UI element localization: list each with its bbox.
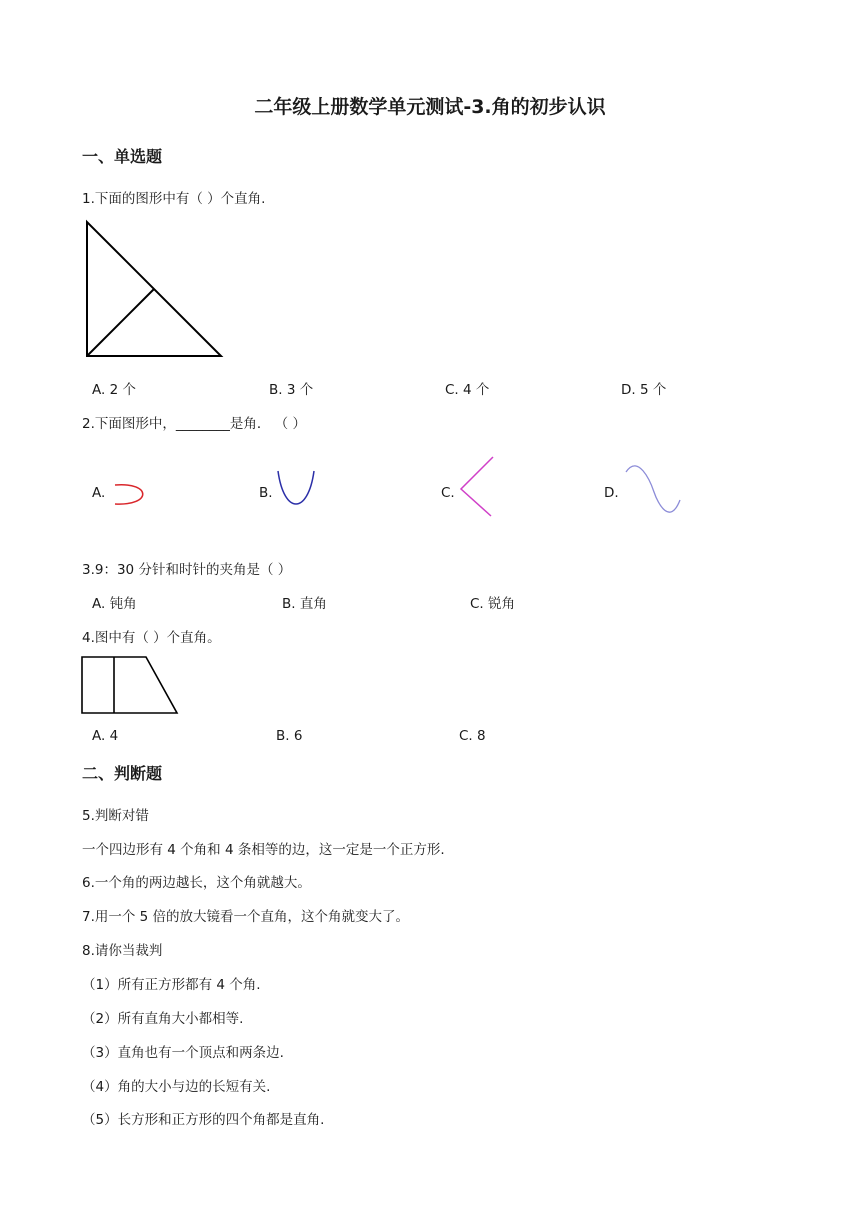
question-6-text: 6.一个角的两边越长，这个角就越大。: [82, 875, 311, 891]
question-8-item-1: （1）所有正方形都有 4 个角.: [82, 977, 261, 993]
question-1-text: 1.下面的图形中有（ ）个直角.: [82, 191, 266, 207]
question-4-option-c[interactable]: C. 8: [459, 728, 486, 744]
question-4-option-b[interactable]: B. 6: [276, 728, 303, 744]
question-8-text: 8.请你当裁判: [82, 943, 163, 959]
question-5-statement: 一个四边形有 4 个角和 4 条相等的边，这一定是一个正方形.: [82, 842, 445, 858]
question-3-option-b[interactable]: B. 直角: [282, 596, 327, 612]
page-title: 二年级上册数学单元测试-3.角的初步认识: [254, 96, 606, 118]
question-8-item-4: （4）角的大小与边的长短有关.: [82, 1079, 271, 1095]
question-1-option-b[interactable]: B. 3 个: [269, 382, 314, 398]
question-4-option-a[interactable]: A. 4: [92, 728, 119, 744]
question-2-option-a-curve: [110, 480, 155, 510]
question-2-text: 2.下面图形中，________是角． （ ）: [82, 416, 306, 432]
question-2-option-b-curve: [274, 467, 318, 515]
question-4-trapezoid-figure: [80, 655, 180, 717]
question-7-text: 7.用一个 5 倍的放大镜看一个直角，这个角就变大了。: [82, 909, 410, 925]
question-5-text: 5.判断对错: [82, 808, 149, 824]
question-2-option-c-angle: [455, 452, 500, 522]
section-heading-true-false: 二、判断题: [82, 764, 163, 783]
question-3-option-a[interactable]: A. 钝角: [92, 596, 137, 612]
question-3-option-c[interactable]: C. 锐角: [470, 596, 516, 612]
question-1-option-d[interactable]: D. 5 个: [621, 382, 667, 398]
question-2-option-b-label[interactable]: B.: [259, 485, 273, 501]
question-1-option-c[interactable]: C. 4 个: [445, 382, 490, 398]
question-4-text: 4.图中有（ ）个直角。: [82, 630, 221, 646]
question-8-item-3: （3）直角也有一个顶点和两条边.: [82, 1045, 284, 1061]
question-2-option-d-wave: [622, 462, 684, 522]
question-2-option-d-label[interactable]: D.: [604, 485, 619, 501]
question-2-option-a-label[interactable]: A.: [92, 485, 106, 501]
question-8-item-2: （2）所有直角大小都相等.: [82, 1011, 244, 1027]
question-1-option-a[interactable]: A. 2 个: [92, 382, 136, 398]
question-2-option-c-label[interactable]: C.: [441, 485, 455, 501]
section-heading-single-choice: 一、单选题: [82, 147, 163, 166]
question-8-item-5: （5）长方形和正方形的四个角都是直角.: [82, 1112, 325, 1128]
question-1-triangle-figure: [80, 215, 230, 365]
question-3-text: 3.9：30 分针和时针的夹角是（ ）: [82, 562, 292, 578]
